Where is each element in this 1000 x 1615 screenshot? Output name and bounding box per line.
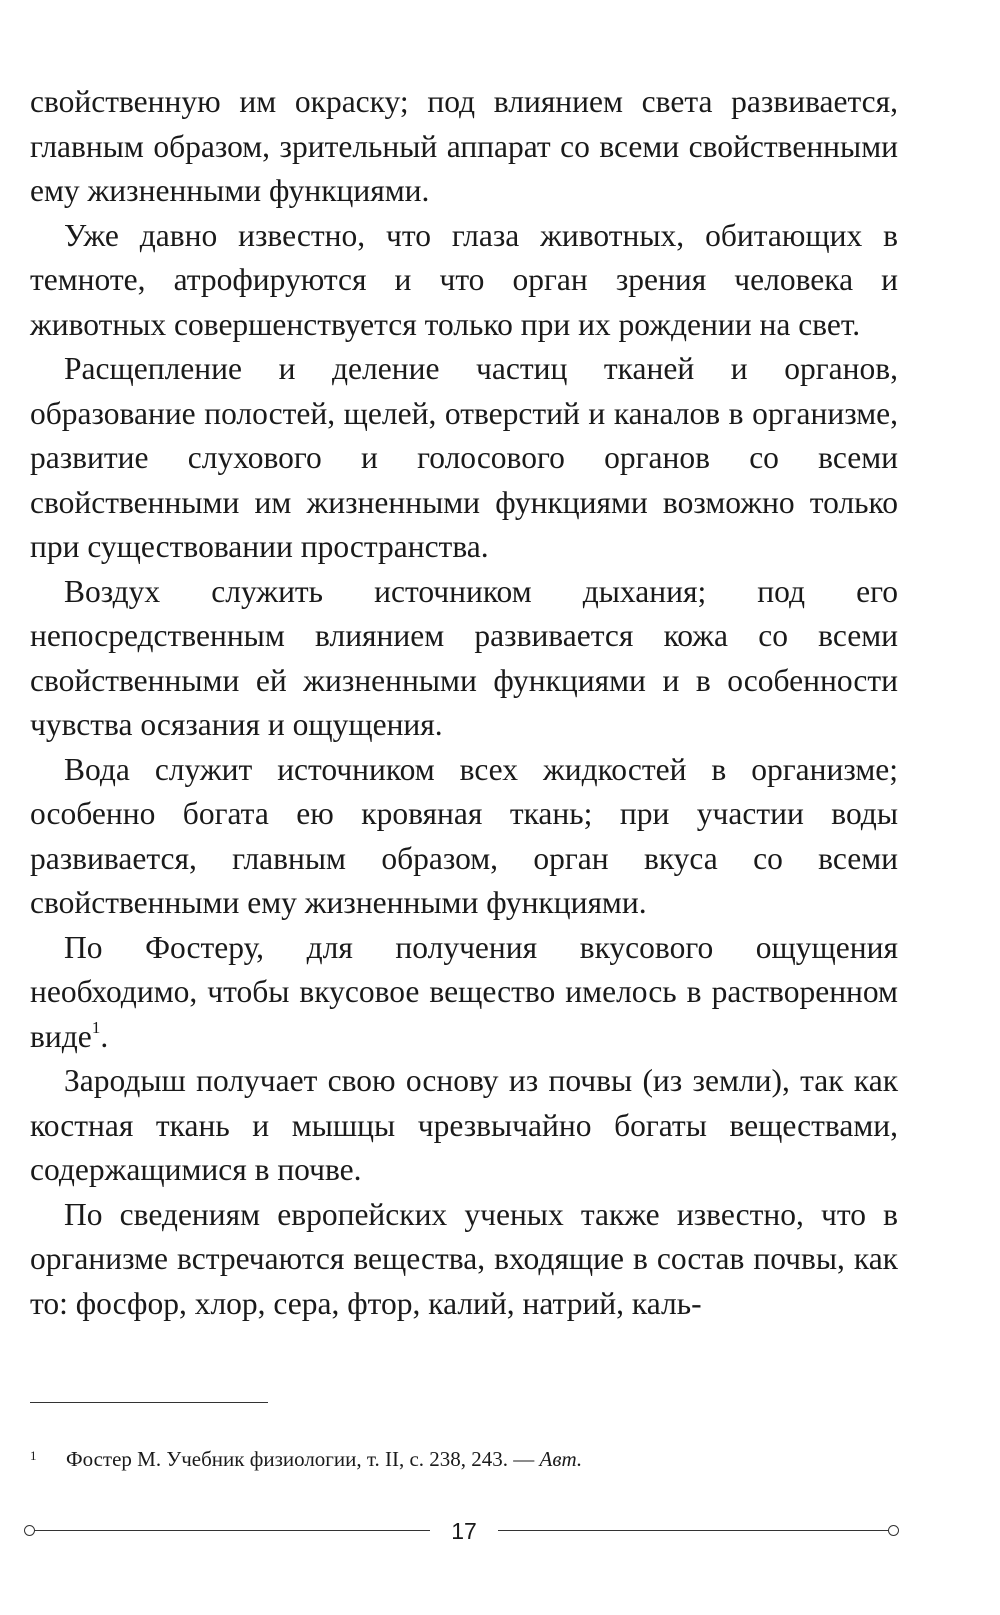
footnote-marker: 1 [30,1448,37,1463]
paragraph-8: По сведениям европейских ученых также известно, что в организме встречаются вещества, входящие в состав почвы, как то: фосфор, хлор, сера, фтор, калий, натрий, каль- [30,1196,898,1321]
footnote-author-note: Авт. [539,1447,583,1471]
footnote-reference[interactable]: 1 [91,1017,101,1037]
paragraph-6-period: . [100,1018,109,1054]
body-text [30,80,898,1326]
paragraph-4: Воздух служить источником дыхания; под его непосредственным влиянием развивается кожа со всеми свойственными ей жизненными функциями и в особенности чувства осязания и ощущения. [30,573,898,742]
paragraph-5: Вода служит источником всех жидкостей в организме; особенно богата ею кровяная ткань; при участии воды развивается, главным образом, орган вкуса со всеми свойственными ему жизненными функциями. [30,751,898,920]
footer-line-right [498,1530,892,1531]
footer-line-left [32,1530,430,1531]
footnote-divider [30,1402,268,1403]
page-number: 17 [451,1518,477,1544]
paragraph-1: свойственную им окраску; под влиянием света развивается, главным образом, зрительный аппарат со всеми свойственными ему жизненными функциями. [30,84,898,208]
footnote [30,1442,890,1473]
page-footer [24,1516,904,1546]
paragraph-6-text: По Фостеру, для получения вкусового ощущения необходимо, чтобы вкусовое вещество имелось в растворенном виде [30,929,898,1054]
footer-ornament-right-icon [888,1525,899,1536]
paragraph-6 [30,926,898,1060]
footnote-text: Фостер М. Учебник физиологии, т. II, с. 238, 243. — [66,1447,540,1471]
paragraph-7: Зародыш получает свою основу из почвы (из земли), так как костная ткань и мышцы чрезвычайно богаты веществами, содержащимися в почве. [30,1063,898,1187]
paragraph-3: Расщепление и деление частиц тканей и органов, образование полостей, щелей, отверстий и каналов в организме, развитие слухового и голосового органов со всеми свойственными им жизненными функциями возможно только при существовании пространства. [30,351,898,564]
footer-ornament-left-icon [24,1525,35,1536]
paragraph-2: Уже давно известно, что глаза животных, обитающих в темноте, атрофируются и что орган зрения человека и животных совершенствуется только при их рождении на свет. [30,217,898,342]
